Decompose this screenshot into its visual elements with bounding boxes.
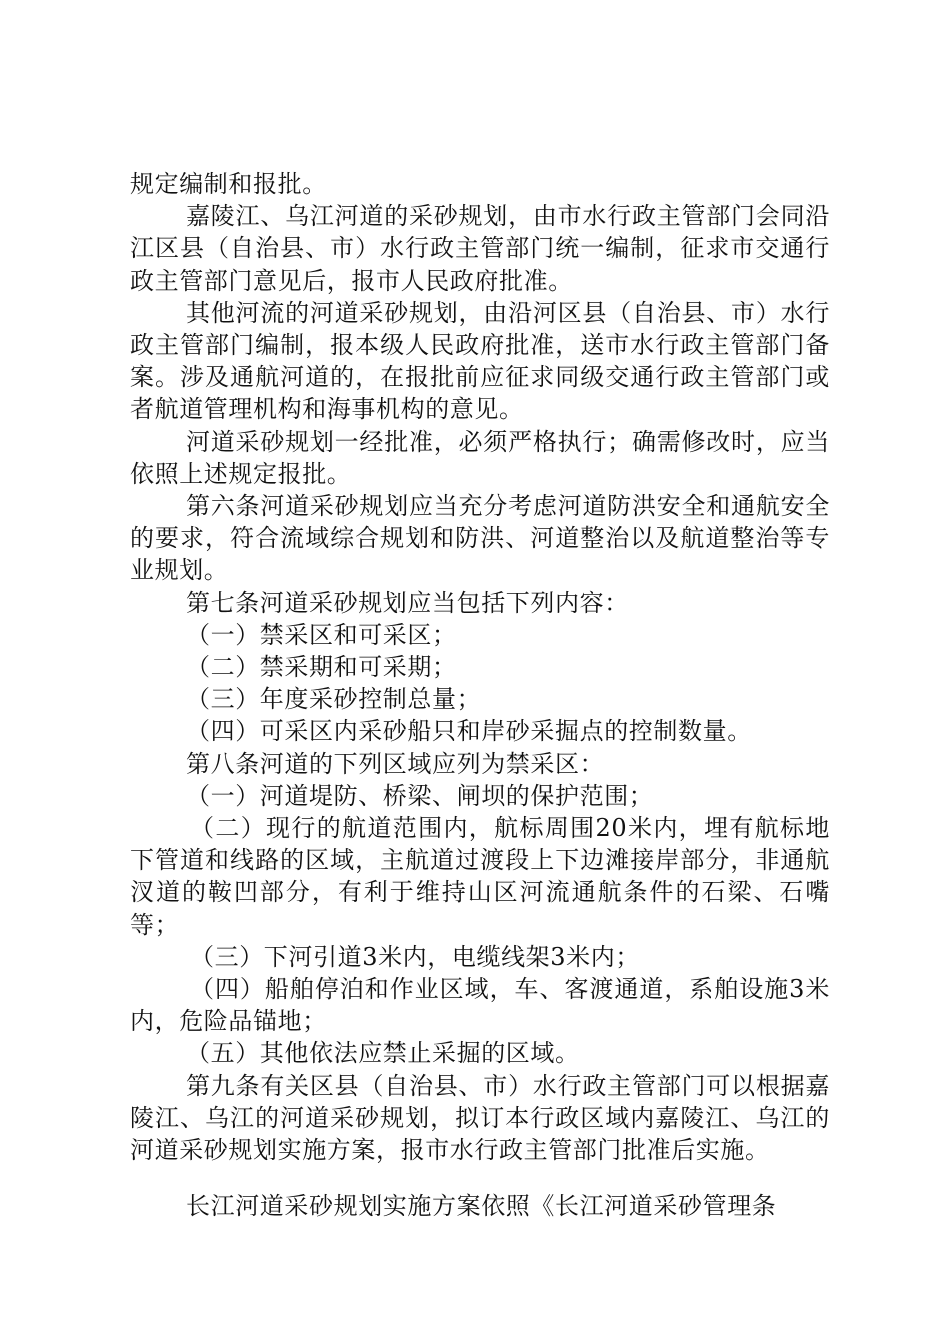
list-item: （四）可采区内采砂船只和岸砂采掘点的控制数量。 bbox=[186, 717, 752, 746]
list-item: （四）船舶停泊和作业区域，车、客渡通道，系舶设施3米内，危险品锚地； bbox=[130, 975, 830, 1036]
list-item: （五）其他依法应禁止采掘的区域。 bbox=[186, 1039, 580, 1068]
paragraph: 规定编制和报批。 bbox=[130, 170, 327, 198]
paragraph: 第六条河道采砂规划应当充分考虑河道防洪安全和通航安全的要求，符合流域综合规划和防洪、河道整治以及航道整治等专业规划。 bbox=[130, 492, 830, 585]
document-body bbox=[130, 168, 830, 1223]
list-item: （二）禁采期和可采期； bbox=[186, 653, 457, 682]
list-item: （二）现行的航道范围内，航标周围20米内，埋有航标地下管道和线路的区域，主航道过渡段上下边滩接岸部分，非通航汊道的鞍凹部分，有利于维持山区河流通航条件的石梁、石嘴等； bbox=[130, 814, 830, 939]
paragraph: 长江河道采砂规划实施方案依照《长江河道采砂管理条 bbox=[186, 1192, 777, 1221]
paragraph: 其他河流的河道采砂规划，由沿河区县（自治县、市）水行政主管部门编制，报本级人民政府批准，送市水行政主管部门备案。涉及通航河道的，在报批前应征求同级交通行政主管部门或者航道管理机构和海事机构的意见。 bbox=[130, 298, 830, 424]
paragraph: 第八条河道的下列区域应列为禁采区： bbox=[186, 749, 605, 778]
paragraph: 河道采砂规划一经批准，必须严格执行；确需修改时，应当依照上述规定报批。 bbox=[130, 427, 830, 488]
paragraph: 第七条河道采砂规划应当包括下列内容： bbox=[186, 588, 629, 617]
list-item: （一）河道堤防、桥梁、闸坝的保护范围； bbox=[186, 781, 654, 810]
list-item: （一）禁采区和可采区； bbox=[186, 620, 457, 649]
paragraph: 第九条有关区县（自治县、市）水行政主管部门可以根据嘉陵江、乌江的河道采砂规划，拟订本行政区域内嘉陵江、乌江的河道采砂规划实施方案，报市水行政主管部门批准后实施。 bbox=[130, 1071, 830, 1165]
list-item: （三）下河引道3米内，电缆线架3米内； bbox=[190, 942, 640, 971]
list-item: （三）年度采砂控制总量； bbox=[186, 685, 482, 714]
paragraph: 嘉陵江、乌江河道的采砂规划，由市水行政主管部门会同沿江区县（自治县、市）水行政主管部门统一编制，征求市交通行政主管部门意见后，报市人民政府批准。 bbox=[130, 202, 830, 295]
